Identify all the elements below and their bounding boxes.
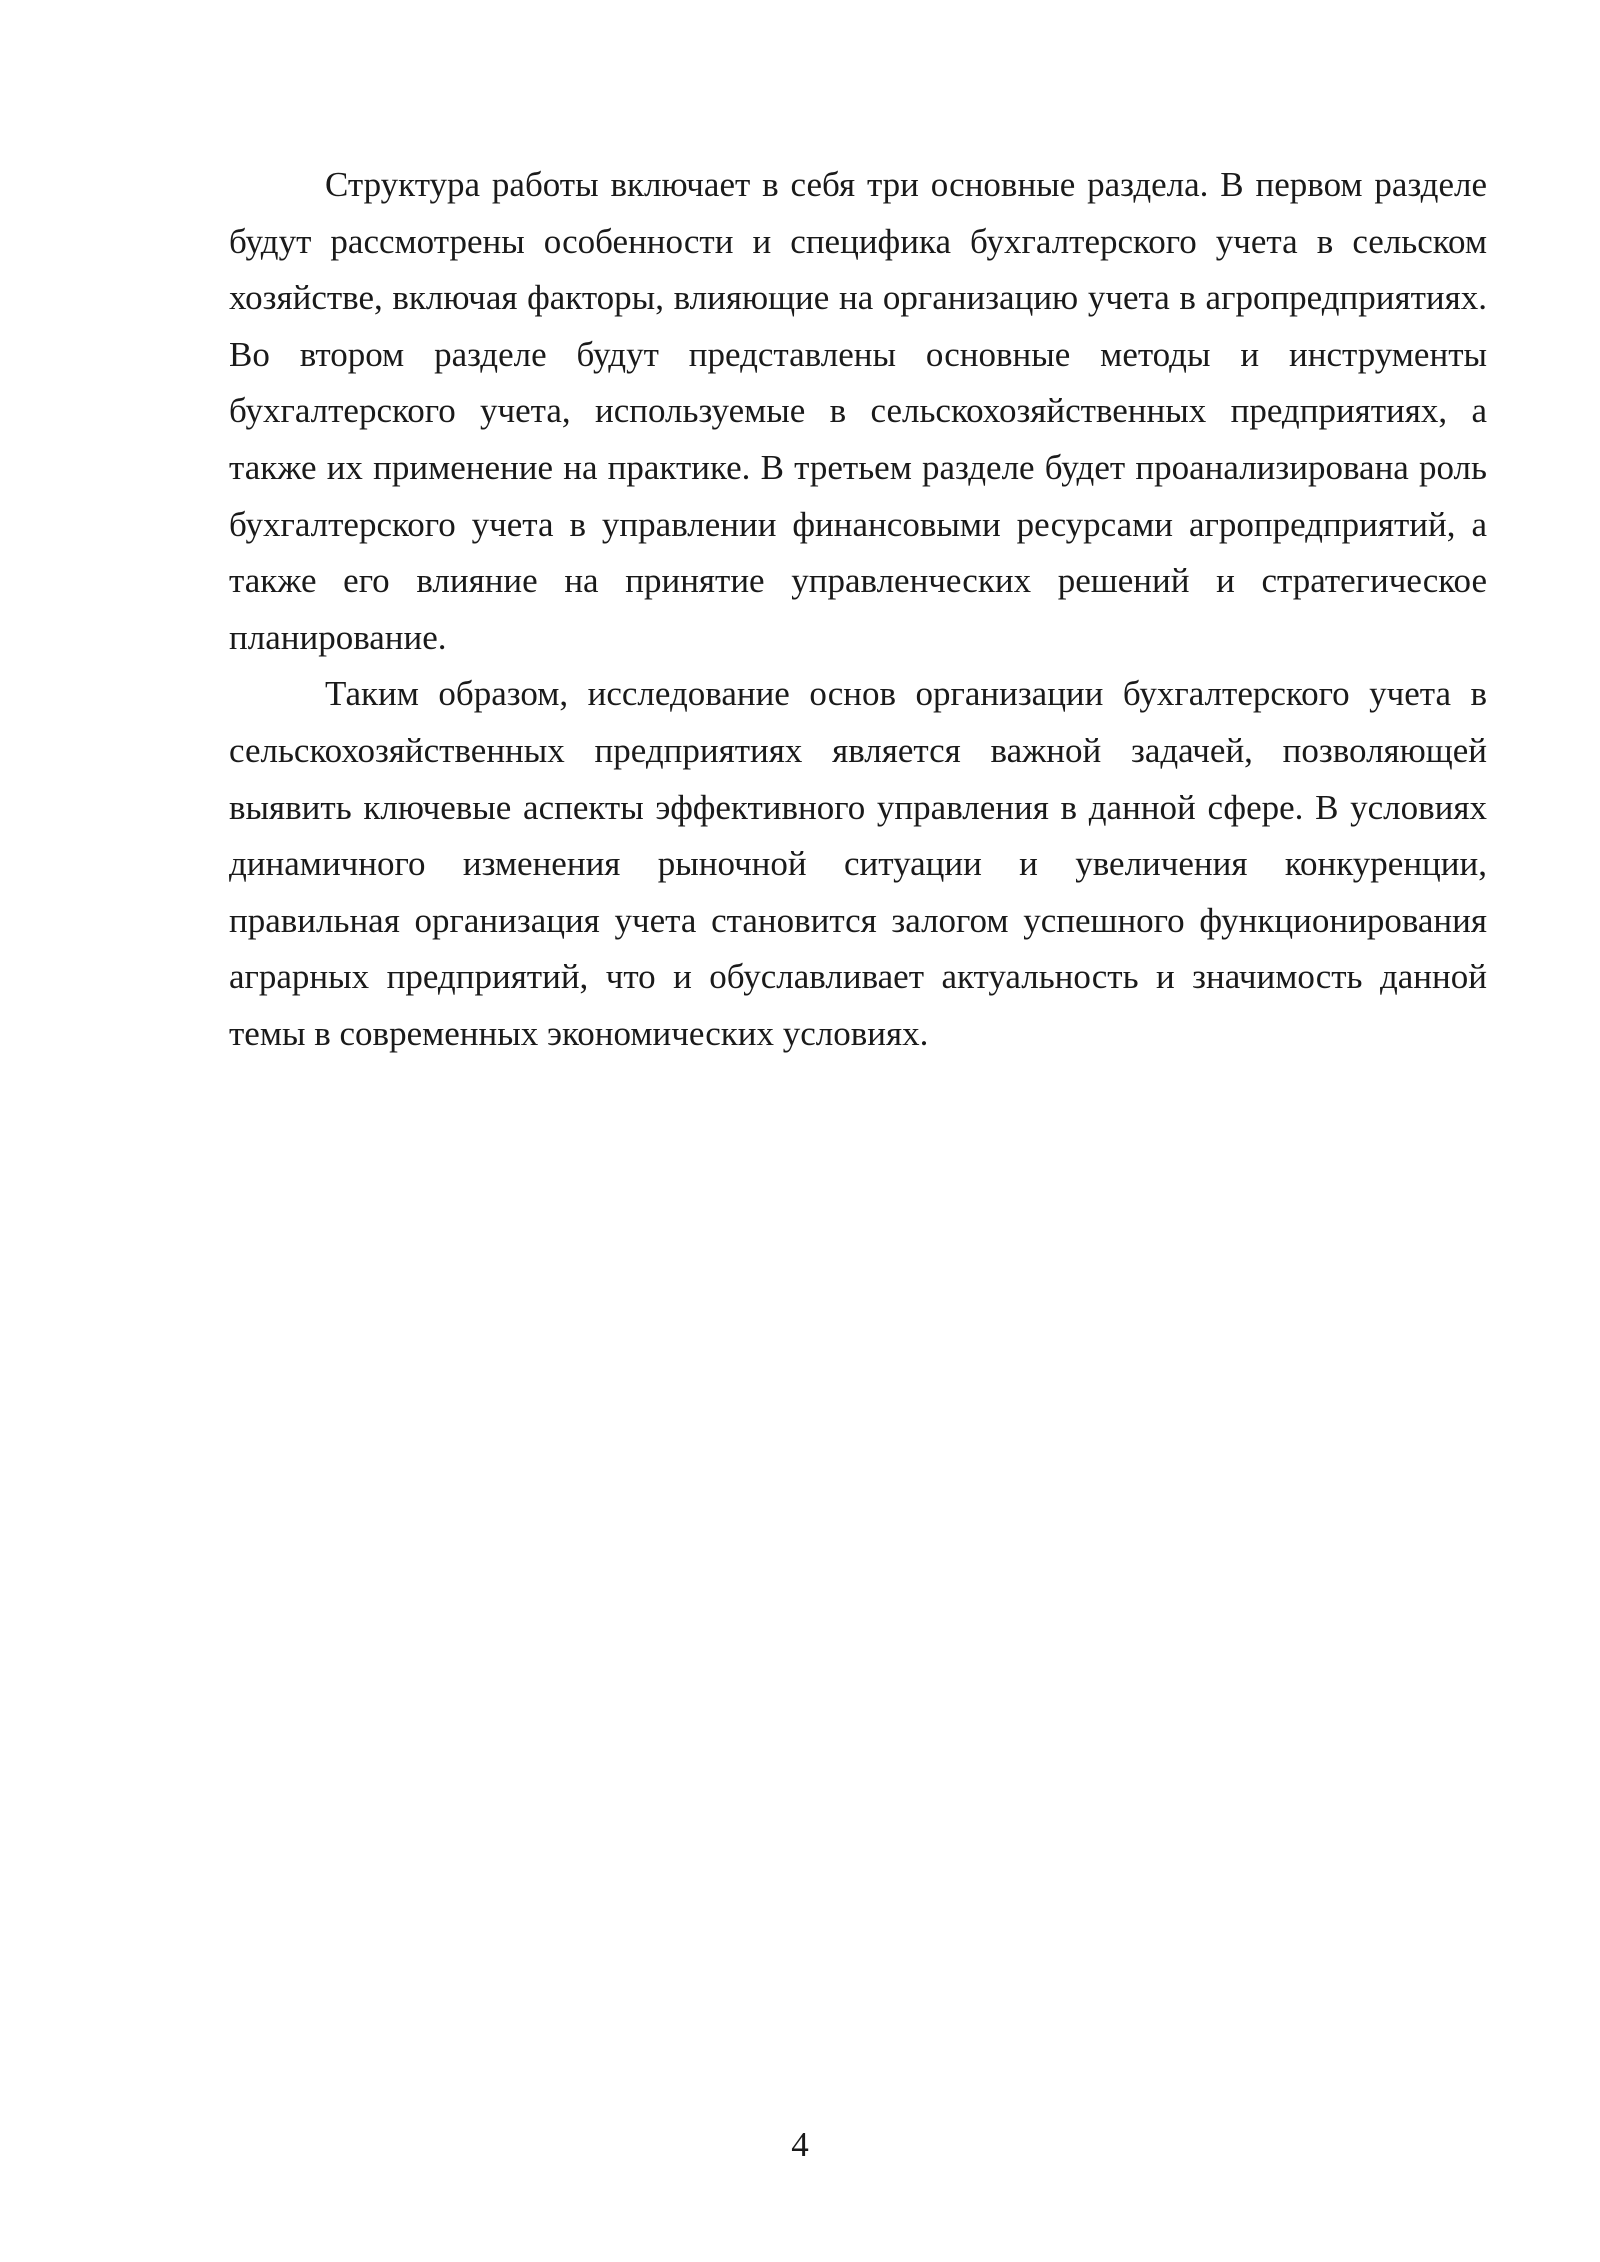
paragraph-conclusion: Таким образом, исследование основ организации бухгалтерского учета в сельскохозяйственных предприятиях является важной задачей, позволяющей выявить ключевые аспекты эффективного управления в данной сфере. В условиях динамичного изменения рыночной ситуации и увеличения конкуренции, правильная организация учета становится залогом успешного функционирования аграрных предприятий, что и обуславливает актуальность и значимость данной темы в современных экономических условиях. — [229, 674, 1487, 1053]
paragraph-structure: Структура работы включает в себя три основные раздела. В первом разделе будут рассмотрены особенности и специфика бухгалтерского учета в сельском хозяйстве, включая факторы, влияющие на организацию учета в агропредприятиях. Во втором разделе будут представлены основные методы и инструменты бухгалтерского учета, используемые в сельскохозяйственных предприятиях, а также их применение на практике. В третьем разделе будет проанализирована роль бухгалтерского учета в управлении финансовыми ресурсами агропредприятий, а также его влияние на принятие управленческих решений и стратегическое планирование. — [229, 165, 1487, 657]
body-text — [229, 157, 1487, 1063]
page-number: 4 — [791, 2125, 809, 2164]
